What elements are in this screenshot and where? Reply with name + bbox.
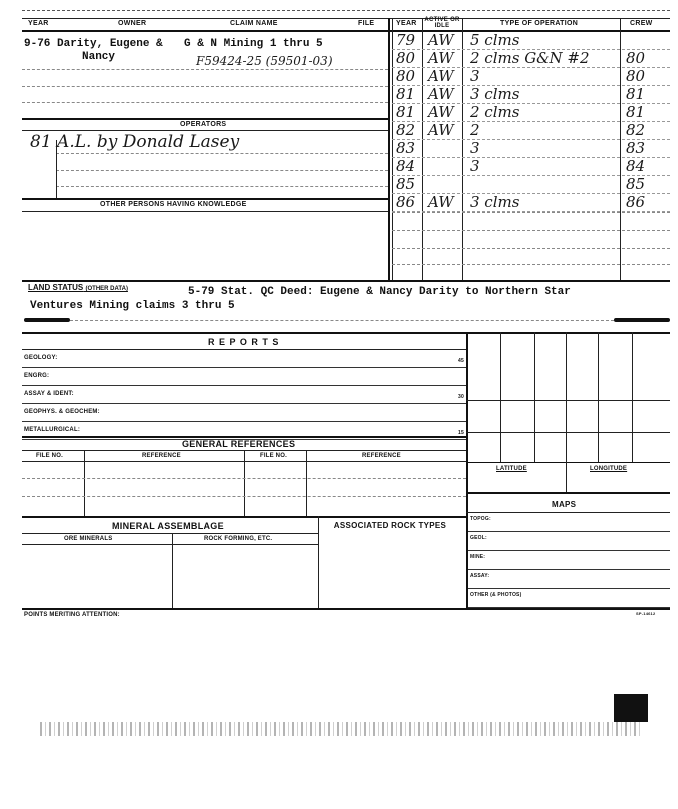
gr-col-ref1: REFERENCE [142,453,181,459]
activity-operation: 3 clms [470,85,520,103]
activity-row [392,122,670,140]
report-label: GEOLOGY: [24,355,58,361]
owner-second-line: Nancy [82,51,116,63]
activity-row [392,32,670,50]
map-label: ASSAY: [470,573,490,579]
report-label: ASSAY & IDENT: [24,391,74,397]
owner-year-name: 9-76 Darity, Eugene & [24,38,163,50]
activity-row [392,86,670,104]
map-label: GEOL: [470,535,487,541]
file-reference: F59424-25 (59501-03) [196,54,333,68]
activity-operation: 3 [470,139,480,157]
report-number: 15 [458,430,464,436]
mineral-assoc: ASSOCIATED ROCK TYPES [333,521,447,530]
land-status-label: LAND STATUS [28,283,84,292]
activity-year: 81 [396,103,416,121]
activity-year: 86 [396,193,416,211]
land-status-line2: Ventures Mining claims 3 thru 5 [30,300,235,312]
general-references-title: GENERAL REFERENCES [182,439,296,449]
activity-crew: 80 [626,49,646,67]
activity-crew: 81 [626,103,646,121]
activity-year: 82 [396,121,416,139]
header-year: YEAR [28,20,49,27]
activity-status: AW [428,193,454,211]
map-row [468,532,670,551]
activity-year: 79 [396,31,416,49]
longitude-label: LONGITUDE [590,466,628,472]
header-type-operation: TYPE OF OPERATION [500,20,579,27]
activity-status: AW [428,85,454,103]
activity-operation: 2 clms [470,103,520,121]
activity-operation: 5 clms [470,31,520,49]
report-row [22,350,466,368]
activity-status: AW [428,49,454,67]
activity-row [392,140,670,158]
activity-operation: 3 clms [470,193,520,211]
land-status-sublabel: (OTHER DATA) [85,286,128,292]
header-file: FILE [358,20,375,27]
header-owner: OWNER [118,20,147,27]
header-crew: CREW [630,20,653,27]
activity-crew: 84 [626,157,646,175]
header-claim-name: CLAIM NAME [230,20,278,27]
activity-year: 85 [396,175,416,193]
maps-title: MAPS [552,500,577,509]
activity-crew: 86 [626,193,646,211]
activity-status: AW [428,31,454,49]
report-label: ENGRG: [24,373,50,379]
activity-operation: 2 [470,121,480,139]
mineral-ore: ORE MINERALS [64,536,113,542]
activity-row [392,68,670,86]
map-row [468,589,670,608]
report-number: 30 [458,394,464,400]
activity-year: 81 [396,85,416,103]
map-row [468,513,670,532]
activity-row [392,50,670,68]
reports-title: R E P O R T S [208,337,280,347]
report-label: GEOPHYS. & GEOCHEM: [24,409,100,415]
gr-col-file2: FILE NO. [260,453,287,459]
latitude-label: LATITUDE [496,466,527,472]
map-row [468,551,670,570]
activity-row [392,158,670,176]
activity-year: 84 [396,157,416,175]
report-row [22,368,466,386]
activity-crew: 82 [626,121,646,139]
map-label: TOPOG: [470,516,491,522]
claim-name-entry: G & N Mining 1 thru 5 [184,38,323,50]
activity-operation: 3 [470,157,480,175]
activity-status: AW [428,67,454,85]
activity-crew: 83 [626,139,646,157]
header-year2: YEAR [396,20,417,27]
reports-list [22,350,466,440]
gr-col-file1: FILE NO. [36,453,63,459]
activity-status: AW [428,103,454,121]
activity-row [392,194,670,212]
activity-row [392,176,670,194]
form-number: SP-14612 [636,611,656,616]
map-label: MINE: [470,554,486,560]
land-status-line1: 5-79 Stat. QC Deed: Eugene & Nancy Darity to Northern Star [188,286,571,298]
operators-entry: 81 A.L. by Donald Lasey [30,132,240,152]
activity-year: 80 [396,67,416,85]
activity-crew: 80 [626,67,646,85]
other-persons-title: OTHER PERSONS HAVING KNOWLEDGE [100,201,247,208]
map-row [468,570,670,589]
activity-row [392,104,670,122]
report-number: 45 [458,358,464,364]
maps-list [468,513,670,608]
mineral-rock: ROCK FORMING, ETC. [204,536,273,542]
activity-crew: 81 [626,85,646,103]
mineral-title: MINERAL ASSEMBLAGE [112,521,224,531]
gr-col-ref2: REFERENCE [362,453,401,459]
activity-year: 80 [396,49,416,67]
operators-title: OPERATORS [180,121,227,128]
activity-crew: 85 [626,175,646,193]
activity-operation: 2 clms G&N #2 [470,49,590,67]
header-active-idle: ACTIVE OR IDLE [424,17,460,29]
activity-status: AW [428,121,454,139]
report-label: METALLURGICAL: [24,427,81,433]
activity-operation: 3 [470,67,480,85]
points-meriting-attention: POINTS MERITING ATTENTION: [24,612,120,618]
map-label: OTHER (& PHOTOS) [470,592,522,598]
activity-year: 83 [396,139,416,157]
activity-table [392,32,670,212]
report-row [22,404,466,422]
report-row [22,386,466,404]
